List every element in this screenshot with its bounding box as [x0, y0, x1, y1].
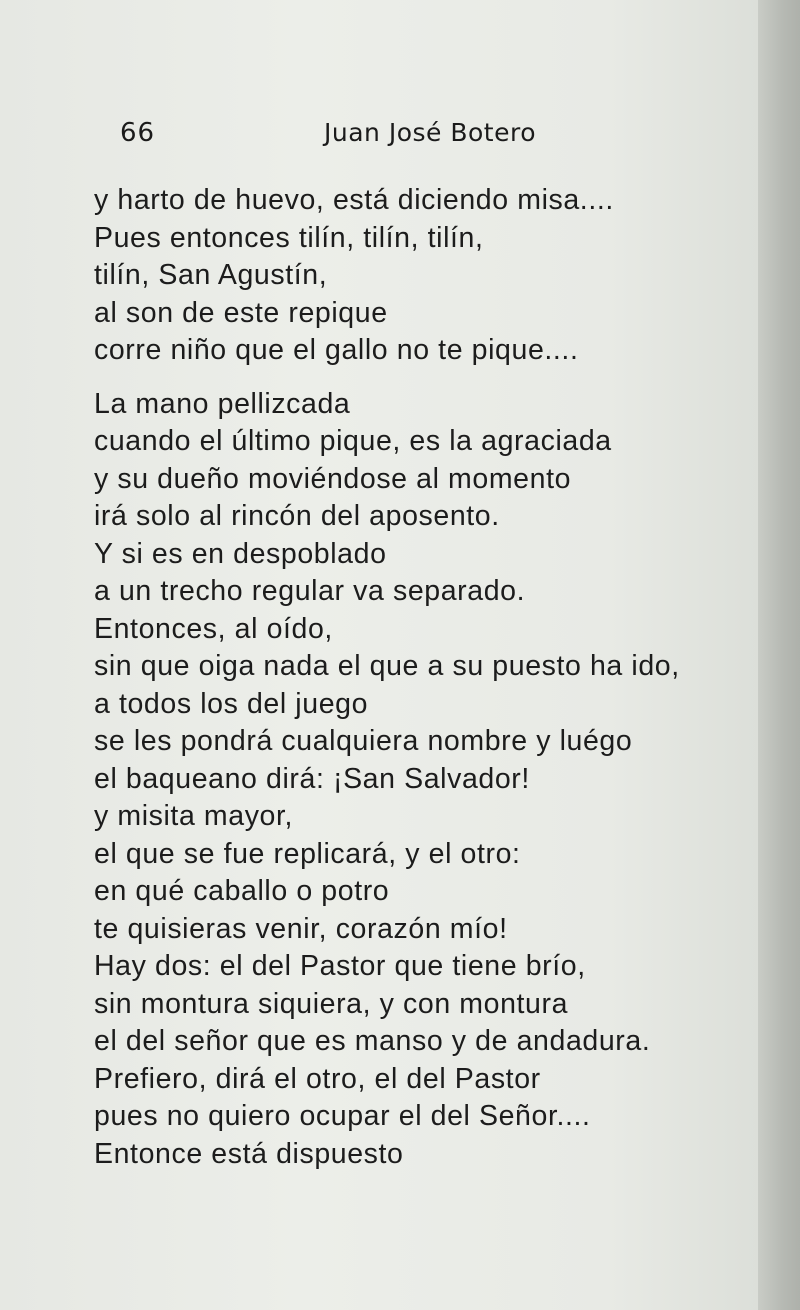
page-number: 66 — [120, 118, 156, 148]
poem-line: Pues entonces tilín, tilín, tilín, — [94, 221, 484, 254]
poem-line: pues no quiero ocupar el del Señor.... — [94, 1100, 591, 1132]
poem-line: y su dueño moviéndose al momento — [94, 462, 572, 495]
poem-line: cuando el último pique, es la agraciada — [94, 425, 612, 457]
poem-text — [94, 182, 744, 1173]
poem-line: Hay dos: el del Pastor que tiene brío, — [94, 950, 586, 982]
poem-line: te quisieras venir, corazón mío! — [94, 912, 508, 945]
poem-line: corre niño que el gallo no te pique.... — [94, 334, 579, 366]
running-head: Juan José Botero — [324, 118, 537, 147]
poem-line: La mano pellizcada — [94, 387, 351, 420]
adjacent-page-edge — [758, 0, 800, 1310]
poem-line: el del señor que es manso y de andadura. — [94, 1025, 651, 1057]
poem-line: Entonces, al oído, — [94, 612, 333, 645]
poem-line: irá solo al rincón del aposento. — [94, 500, 500, 532]
poem-line: al son de este repique — [94, 296, 388, 329]
stanza-1 — [94, 182, 744, 370]
stanza-2 — [94, 386, 744, 1174]
poem-line: a todos los del juego — [94, 687, 369, 720]
poem-line: y misita mayor, — [94, 800, 294, 832]
poem-line: se les pondrá cualquiera nombre y luégo — [94, 725, 633, 757]
poem-line: en qué caballo o potro — [94, 875, 390, 907]
poem-line: Prefiero, dirá el otro, el del Pastor — [94, 1062, 541, 1095]
poem-line: sin montura siquiera, y con montura — [94, 987, 569, 1020]
poem-line: Y si es en despoblado — [94, 537, 387, 570]
poem-line: sin que oiga nada el que a su puesto ha ido, — [94, 650, 680, 682]
stanza-divider — [94, 370, 744, 386]
page-header — [0, 118, 758, 158]
poem-line: Entonce está dispuesto — [94, 1137, 404, 1170]
poem-line: y harto de huevo, está diciendo misa.... — [94, 184, 614, 216]
poem-line: tilín, San Agustín, — [94, 259, 328, 291]
poem-line: el que se fue replicará, y el otro: — [94, 837, 521, 870]
poem-line: el baqueano dirá: ¡San Salvador! — [94, 762, 530, 795]
poem-line: a un trecho regular va separado. — [94, 575, 526, 607]
